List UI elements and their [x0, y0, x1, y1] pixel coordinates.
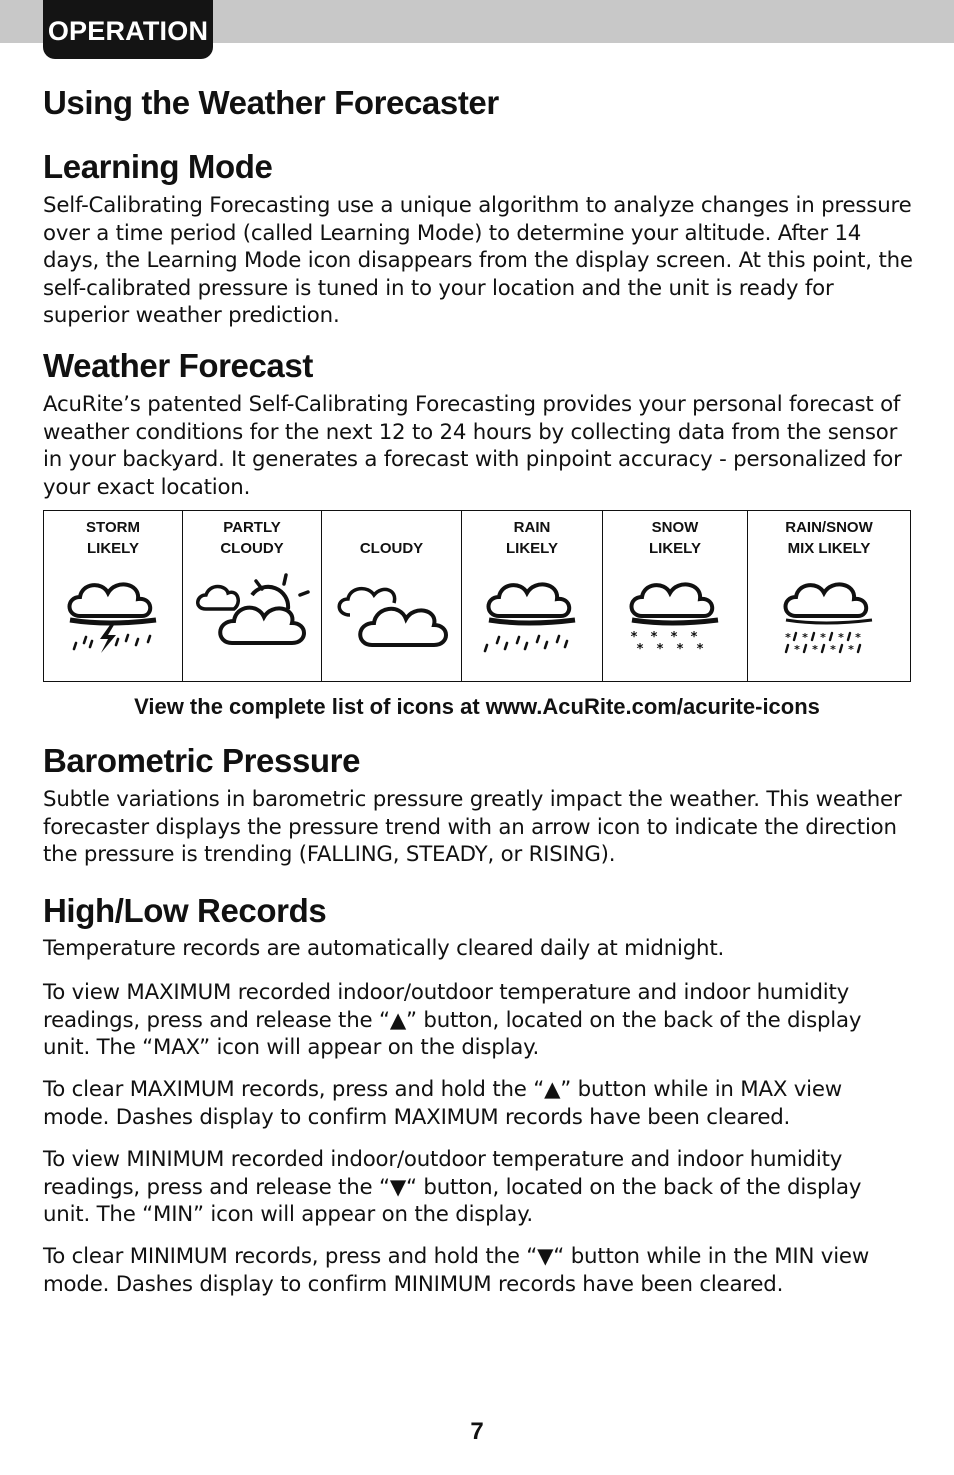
forecast-label: RAIN LIKELY: [506, 519, 558, 557]
svg-text:*: *: [785, 631, 791, 644]
svg-text:*: *: [690, 630, 698, 645]
svg-text:*: *: [650, 630, 658, 645]
forecast-label: CLOUDY: [359, 540, 424, 557]
svg-text:*: *: [656, 642, 664, 657]
learning-mode-text: Self-Calibrating Forecasting use a unique algorithm to analyze changes in pressure over a time period (called Learning Mode) to determine your altitude. After 14 days, the Learning Mode icon disappears from the display screen. At this point, the self-calibrated pressure is tuned in to your location and the unit is ready for superior weather prediction.: [43, 193, 913, 329]
svg-text:*: *: [636, 642, 644, 657]
page-title: Using the Weather Forecaster: [43, 84, 499, 121]
high-low-heading: High/Low Records: [43, 892, 327, 929]
barometric-heading: Barometric Pressure: [43, 742, 361, 779]
storm-icon: [58, 569, 168, 659]
partly-cloudy-icon: [188, 569, 316, 659]
svg-text:*: *: [855, 631, 861, 644]
forecast-label: RAIN/SNOW MIX LIKELY: [785, 519, 873, 557]
svg-text:*: *: [670, 630, 678, 645]
snow-icon: [620, 569, 730, 659]
icons-link-text: View the complete list of icons at www.AcuRite.com/acurite-icons: [134, 694, 820, 719]
forecast-cell-snow: [603, 511, 748, 682]
high-low-text-5: To clear MINIMUM records, press and hold the “▼“ button while in the MIN view mode. Dashes display to confirm MINIMUM records have been cleared.: [43, 1244, 870, 1297]
forecast-cell-storm: [44, 511, 183, 682]
forecast-cell-partly-cloudy: [183, 511, 322, 682]
high-low-text-1: Temperature records are automatically cleared daily at midnight.: [43, 936, 725, 961]
weather-forecast-text: AcuRite’s patented Self-Calibrating Forecasting provides your personal forecast of weather conditions for the next 12 to 24 hours by collecting data from the sensor in your backyard. It generates a forecast with pinpoint accuracy - personalized for your exact location.: [43, 392, 902, 500]
svg-text:*: *: [848, 643, 854, 656]
svg-text:*: *: [676, 642, 684, 657]
forecast-cell-rain-snow-mix: [748, 511, 911, 682]
svg-text:*: *: [794, 643, 800, 656]
high-low-text-3: To clear MAXIMUM records, press and hold the “▲” button while in MAX view mode. Dashes display to confirm MAXIMUM records have been cleared.: [43, 1077, 843, 1130]
svg-text:*: *: [812, 643, 818, 656]
learning-mode-heading: Learning Mode: [43, 148, 273, 185]
svg-text:*: *: [820, 631, 826, 644]
rain-icon: [477, 569, 587, 659]
svg-text:*: *: [696, 642, 704, 657]
svg-text:*: *: [630, 630, 638, 645]
cloudy-icon: [328, 569, 456, 659]
forecast-label: PARTLY CLOUDY: [220, 519, 284, 557]
barometric-text: Subtle variations in barometric pressure greatly impact the weather. This weather forecaster displays the pressure trend with an arrow icon to indicate the direction the pressure is trending (FALLING, STEADY, or RISING).: [43, 787, 902, 868]
weather-forecast-heading: Weather Forecast: [43, 347, 313, 384]
forecast-label: SNOW LIKELY: [649, 519, 701, 557]
page-number: 7: [470, 1418, 484, 1445]
forecast-label: STORM LIKELY: [86, 519, 140, 557]
high-low-text-4: To view MINIMUM recorded indoor/outdoor temperature and indoor humidity readings, press and release the “▼“ button, located on the back of the display unit. The “MIN” icon will appear on the display.: [43, 1147, 862, 1228]
svg-text:*: *: [830, 643, 836, 656]
forecast-cell-cloudy: [322, 511, 462, 682]
svg-text:*: *: [802, 631, 808, 644]
forecast-icons-table: [43, 510, 911, 682]
high-low-text-2: To view MAXIMUM recorded indoor/outdoor temperature and indoor humidity readings, press and release the “▲” button, located on the back of the display unit. The “MAX” icon will appear on the display.: [43, 980, 862, 1061]
svg-text:*: *: [838, 631, 844, 644]
forecast-cell-rain: [462, 511, 603, 682]
rain-snow-mix-icon: [774, 569, 884, 659]
section-tab: OPERATION: [43, 0, 213, 59]
